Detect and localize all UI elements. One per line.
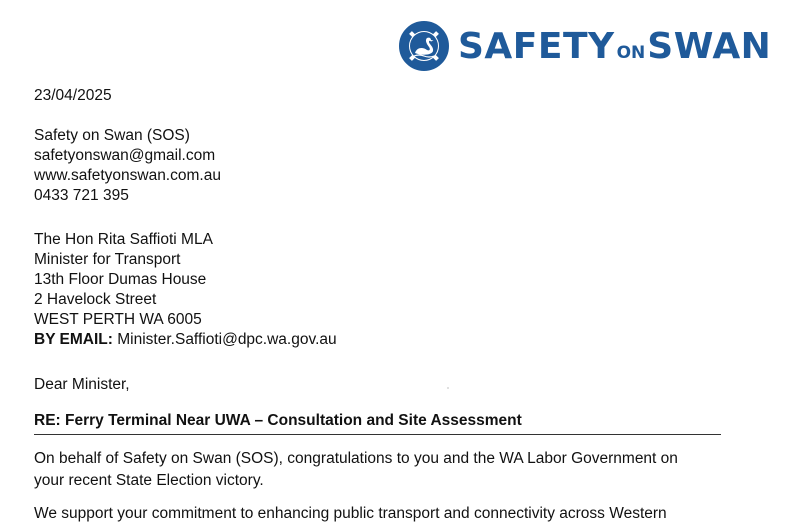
scan-speck [447, 387, 449, 389]
safety-on-swan-logo [398, 19, 772, 75]
logo-word-safety: SAFETY [458, 26, 615, 67]
paragraph-2-line-1: We support your commitment to enhancing public transport and connectivity across Western [34, 505, 667, 522]
paragraph-1-line-1: On behalf of Safety on Swan (SOS), congratulations to you and the WA Labor Government on [34, 450, 678, 467]
logo-wordmark [458, 25, 771, 75]
recipient-email: Minister.Saffioti@dpc.wa.gov.au [117, 331, 337, 348]
subject-divider [34, 434, 721, 435]
sender-phone: 0433 721 395 [34, 187, 129, 204]
recipient-address-line-3: WEST PERTH WA 6005 [34, 311, 202, 328]
sender-website: www.safetyonswan.com.au [34, 167, 221, 184]
recipient-email-line [34, 330, 337, 350]
recipient-address-line-2: 2 Havelock Street [34, 291, 157, 308]
logo-word-on: ON [616, 43, 646, 63]
recipient-block [34, 230, 337, 350]
recipient-address-line-1: 13th Floor Dumas House [34, 271, 207, 288]
paragraph-1-line-2: your recent State Election victory. [34, 472, 264, 489]
recipient-title: Minister for Transport [34, 251, 181, 268]
recipient-name: The Hon Rita Saffioti MLA [34, 231, 213, 248]
sender-name: Safety on Swan (SOS) [34, 127, 190, 144]
logo-word-swan: SWAN [647, 26, 772, 67]
sender-block [34, 126, 221, 206]
letter-date: 23/04/2025 [34, 87, 112, 104]
subject-line: RE: Ferry Terminal Near UWA – Consultation and Site Assessment [34, 412, 522, 429]
sender-email: safetyonswan@gmail.com [34, 147, 216, 164]
salutation: Dear Minister, [34, 376, 130, 393]
lifebuoy-swan-icon [398, 20, 450, 72]
email-label: BY EMAIL: [34, 331, 113, 348]
paragraph-1 [34, 448, 734, 492]
